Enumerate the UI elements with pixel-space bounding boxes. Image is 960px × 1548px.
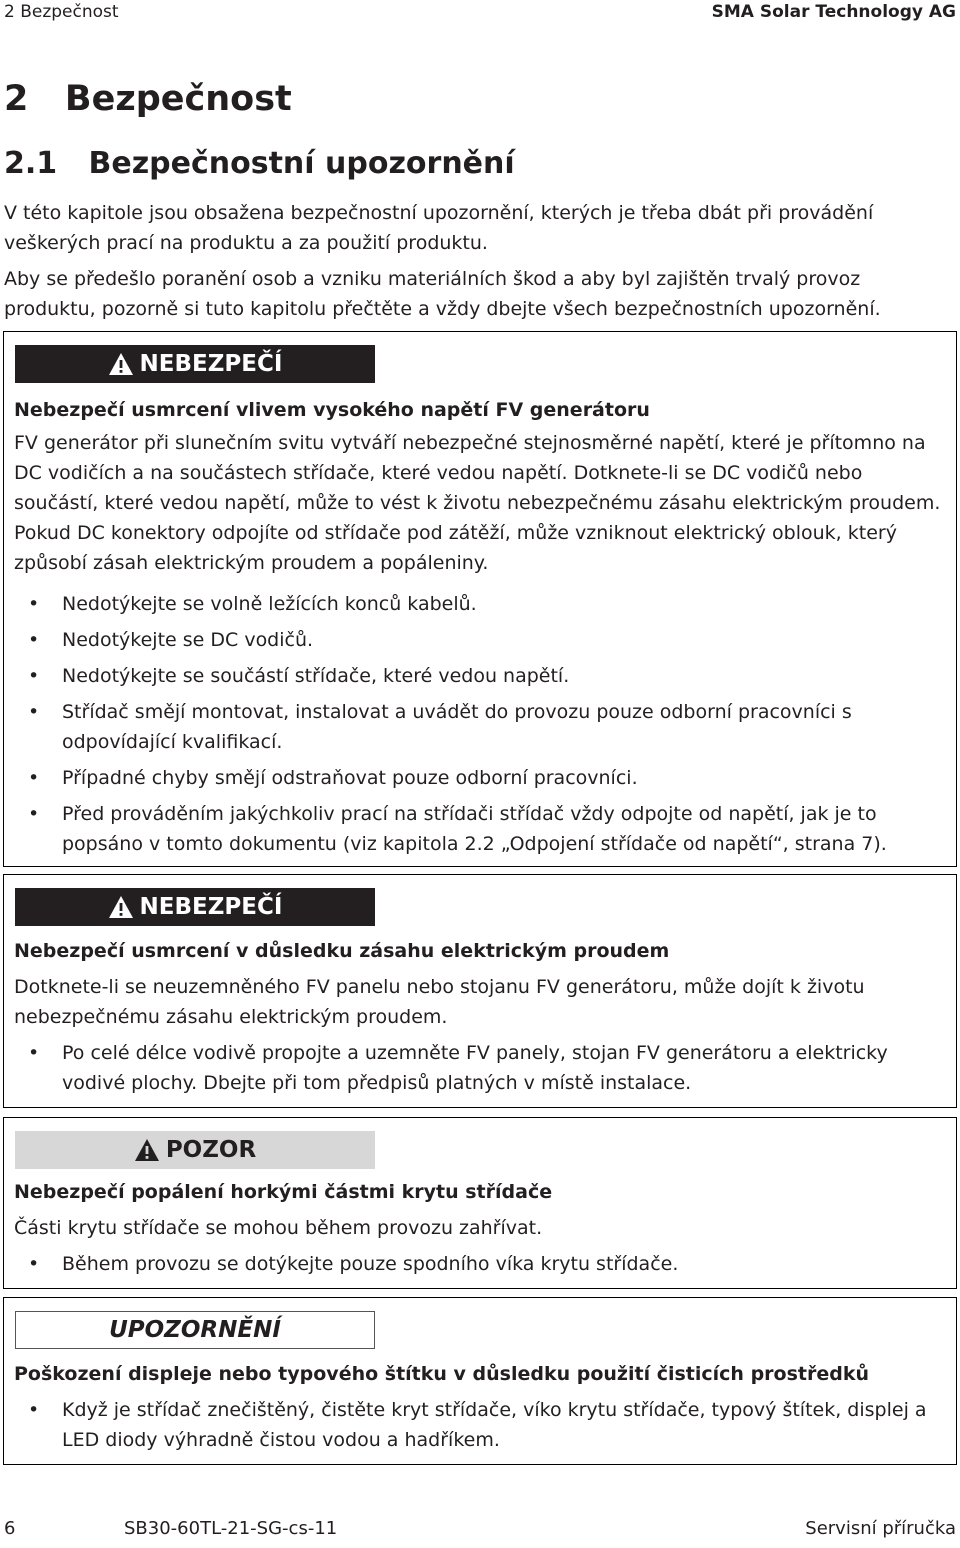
warning-title: Poškození displeje nebo typového štítku v důsledku použití čisticích prostředků (14, 1363, 869, 1385)
list-item-text: Když je střídač znečištěný, čistěte kryt střídače, víko krytu střídače, typový štítek, displej a LED diody výhradně čistou vodou a hadříkem. (62, 1399, 927, 1451)
document-type: Servisní příručka (805, 1518, 956, 1539)
chapter-title: 2 Bezpečnost (4, 79, 292, 119)
page-footer (4, 1518, 956, 1542)
warning-text: Části krytu střídače se mohou během provozu zahřívat. (14, 1217, 543, 1239)
list-item (14, 1395, 950, 1455)
list-item (14, 1038, 950, 1098)
warning-box-danger-high-voltage (3, 331, 957, 867)
bullet-glyph: • (28, 701, 40, 723)
warning-measures-list (14, 1249, 950, 1285)
page-number: 6 (4, 1518, 16, 1539)
warning-title: Nebezpečí usmrcení vlivem vysokého napětí FV generátoru (14, 399, 650, 421)
warning-title: Nebezpečí popálení horkými částmi krytu střídače (14, 1181, 553, 1203)
list-item-text: Nedotýkejte se DC vodičů. (62, 629, 314, 651)
warning-box-caution-hot-surface (3, 1117, 957, 1289)
list-item-text: Nedotýkejte se volně ležících konců kabelů. (62, 593, 477, 615)
bullet-glyph: • (28, 665, 40, 687)
intro-paragraph-1: V této kapitole jsou obsažena bezpečnostní upozornění, kterých je třeba dbát při provádění veškerých prací na produktu a za použití produktu. (4, 202, 874, 254)
warning-triangle-icon (108, 895, 134, 919)
warning-triangle-icon (134, 1138, 160, 1162)
bullet-glyph: • (28, 1399, 40, 1421)
section-title: 2.1 Bezpečnostní upozornění (4, 146, 515, 181)
signal-word-text: NEBEZPEČÍ (139, 351, 283, 377)
warning-measures-list (14, 1038, 950, 1104)
list-item-text: Před prováděním jakýchkoliv prací na střídači střídač vždy odpojte od napětí, jak je to popsáno v tomto dokumentu (viz kapitola 2.2 „Odpojení střídače od napětí“, strana 7). (62, 803, 887, 855)
bullet-glyph: • (28, 1253, 40, 1275)
warning-triangle-icon (108, 352, 134, 376)
page-header (4, 2, 956, 28)
list-item (14, 589, 950, 619)
warning-measures-list (14, 1395, 950, 1461)
signal-word-danger (15, 888, 375, 926)
bullet-glyph: • (28, 1042, 40, 1064)
list-item-text: Nedotýkejte se součástí střídače, které vedou napětí. (62, 665, 570, 687)
document-id: SB30-60TL-21-SG-cs-11 (124, 1518, 338, 1539)
warning-text: FV generátor při slunečním svitu vytváří nebezpečné stejnosměrné napětí, které je přítomno na DC vodičích a na součástech střídače, které vedou napětí. Dotknete-li se DC vodičů nebo součástí, které vedou napětí, může to vést k životu nebezpečnému zásahu elektrickým proudem. Pokud DC konektory odpojíte od střídače pod zátěží, může vzniknout elektrický oblouk, který způsobí zásah elektrickým proudem a popáleniny. (14, 432, 941, 574)
warning-measures-list (14, 589, 950, 865)
list-item (14, 799, 950, 859)
list-item (14, 1249, 950, 1279)
list-item-text: Během provozu se dotýkejte pouze spodního víka krytu střídače. (62, 1253, 679, 1275)
list-item (14, 763, 950, 793)
list-item-text: Po celé délce vodivě propojte a uzemněte FV panely, stojan FV generátoru a elektricky vodivé plochy. Dbejte při tom předpisů platných v místě instalace. (62, 1042, 888, 1094)
bullet-glyph: • (28, 803, 40, 825)
list-item-text: Případné chyby smějí odstraňovat pouze odborní pracovníci. (62, 767, 638, 789)
list-item-text: Střídač smějí montovat, instalovat a uvádět do provozu pouze odborní pracovníci s odpovídající kvalifikací. (62, 701, 852, 753)
header-chapter: 2 Bezpečnost (4, 2, 119, 22)
warning-title: Nebezpečí usmrcení v důsledku zásahu elektrickým proudem (14, 940, 670, 962)
signal-word-text: UPOZORNĚNÍ (109, 1317, 281, 1343)
warning-box-danger-electric-shock (3, 874, 957, 1108)
signal-word-danger (15, 345, 375, 383)
warning-box-notice-cleaning (3, 1297, 957, 1465)
list-item (14, 625, 950, 655)
signal-word-caution (15, 1131, 375, 1169)
header-company: SMA Solar Technology AG (711, 2, 956, 22)
signal-word-notice (15, 1311, 375, 1349)
bullet-glyph: • (28, 767, 40, 789)
list-item (14, 661, 950, 691)
intro-paragraph-2: Aby se předešlo poranění osob a vzniku materiálních škod a aby byl zajištěn trvalý provoz produktu, pozorně si tuto kapitolu přečtěte a vždy dbejte všech bezpečnostních upozornění. (4, 268, 881, 320)
signal-word-text: NEBEZPEČÍ (139, 894, 283, 920)
signal-word-text: POZOR (165, 1137, 257, 1163)
list-item (14, 697, 950, 757)
bullet-glyph: • (28, 629, 40, 651)
warning-text: Dotknete-li se neuzemněného FV panelu nebo stojanu FV generátoru, může dojít k životu nebezpečnému zásahu elektrickým proudem. (14, 976, 865, 1028)
bullet-glyph: • (28, 593, 40, 615)
